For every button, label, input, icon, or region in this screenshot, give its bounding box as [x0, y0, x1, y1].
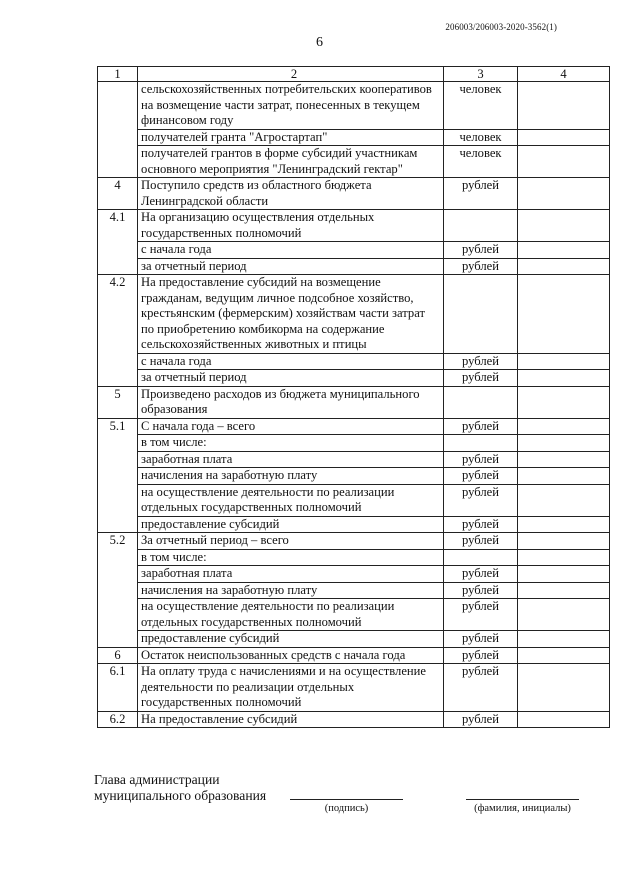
value-cell [518, 275, 610, 354]
indicator-cell: На организацию осуществления отдельных государственных полномочий [138, 210, 444, 242]
value-cell [518, 484, 610, 516]
value-cell [518, 711, 610, 728]
value-cell [518, 82, 610, 130]
document-number: 206003/206003-2020-3562(1) [445, 22, 557, 32]
unit-cell: рублей [444, 631, 518, 648]
unit-cell: рублей [444, 533, 518, 550]
unit-cell: рублей [444, 484, 518, 516]
value-cell [518, 451, 610, 468]
row-number-cell: 5.1 [98, 418, 138, 533]
value-cell [518, 418, 610, 435]
row-number-cell: 5 [98, 386, 138, 418]
unit-cell: рублей [444, 258, 518, 275]
signature-line [290, 799, 403, 800]
value-cell [518, 631, 610, 648]
indicator-cell: предоставление субсидий [138, 631, 444, 648]
table-row [98, 566, 610, 583]
value-cell [518, 468, 610, 485]
name-caption: (фамилия, инициалы) [474, 803, 571, 814]
table-row [98, 178, 610, 210]
value-cell [518, 146, 610, 178]
unit-cell: рублей [444, 566, 518, 583]
table-row [98, 549, 610, 566]
value-cell [518, 435, 610, 452]
table-row [98, 275, 610, 354]
table-row [98, 82, 610, 130]
unit-cell: рублей [444, 599, 518, 631]
value-cell [518, 258, 610, 275]
value-cell [518, 178, 610, 210]
indicator-cell: заработная плата [138, 566, 444, 583]
row-number-cell: 4.2 [98, 275, 138, 387]
unit-cell: рублей [444, 664, 518, 712]
unit-cell [444, 275, 518, 354]
column-header: 1 [98, 67, 138, 82]
column-header: 2 [138, 67, 444, 82]
value-cell [518, 664, 610, 712]
indicator-cell: начисления на заработную плату [138, 582, 444, 599]
unit-cell: рублей [444, 451, 518, 468]
unit-cell: рублей [444, 418, 518, 435]
report-table [97, 66, 610, 728]
table-row [98, 258, 610, 275]
table-row [98, 435, 610, 452]
unit-cell: рублей [444, 242, 518, 259]
indicator-cell: Остаток неиспользованных средств с начала года [138, 647, 444, 664]
value-cell [518, 516, 610, 533]
value-cell [518, 210, 610, 242]
unit-cell: рублей [444, 647, 518, 664]
indicator-cell: получателей грантов в форме субсидий участникам основного мероприятия "Ленинградский гектар" [138, 146, 444, 178]
value-cell [518, 370, 610, 387]
unit-cell: рублей [444, 353, 518, 370]
indicator-cell: в том числе: [138, 435, 444, 452]
table-row [98, 582, 610, 599]
signature-caption: (подпись) [324, 803, 369, 814]
indicator-cell: заработная плата [138, 451, 444, 468]
unit-cell: человек [444, 82, 518, 130]
unit-cell: рублей [444, 178, 518, 210]
indicator-cell: за отчетный период [138, 370, 444, 387]
indicator-cell: за отчетный период [138, 258, 444, 275]
column-header: 3 [444, 67, 518, 82]
table-row [98, 146, 610, 178]
indicator-cell: На предоставление субсидий [138, 711, 444, 728]
signer-title-line2: муниципального образования [94, 788, 267, 803]
table-row [98, 599, 610, 631]
unit-cell: человек [444, 146, 518, 178]
indicator-cell: в том числе: [138, 549, 444, 566]
indicator-cell: Произведено расходов из бюджета муниципального образования [138, 386, 444, 418]
indicator-cell: на осуществление деятельности по реализации отдельных государственных полномочий [138, 484, 444, 516]
indicator-cell: с начала года [138, 242, 444, 259]
indicator-cell: получателей гранта "Агростартап" [138, 129, 444, 146]
unit-cell [444, 435, 518, 452]
value-cell [518, 353, 610, 370]
indicator-cell: с начала года [138, 353, 444, 370]
indicator-cell: начисления на заработную плату [138, 468, 444, 485]
table-row [98, 647, 610, 664]
row-number-cell: 5.2 [98, 533, 138, 648]
table-row [98, 418, 610, 435]
unit-cell: рублей [444, 711, 518, 728]
row-number-cell: 6 [98, 647, 138, 664]
table-row [98, 242, 610, 259]
signature-block [94, 772, 266, 804]
value-cell [518, 549, 610, 566]
row-number-cell: 6.2 [98, 711, 138, 728]
value-cell [518, 566, 610, 583]
table-row [98, 353, 610, 370]
table-row [98, 664, 610, 712]
indicator-cell: предоставление субсидий [138, 516, 444, 533]
unit-cell: рублей [444, 582, 518, 599]
row-number-cell: 4.1 [98, 210, 138, 275]
value-cell [518, 582, 610, 599]
unit-cell: рублей [444, 516, 518, 533]
indicator-cell: Поступило средств из областного бюджета Ленинградской области [138, 178, 444, 210]
table-row [98, 451, 610, 468]
table-row [98, 533, 610, 550]
unit-cell: человек [444, 129, 518, 146]
table-row [98, 370, 610, 387]
row-number-cell [98, 82, 138, 178]
table-row [98, 210, 610, 242]
value-cell [518, 242, 610, 259]
column-header: 4 [518, 67, 610, 82]
page-number: 6 [316, 35, 323, 50]
unit-cell [444, 210, 518, 242]
table-row [98, 711, 610, 728]
indicator-cell: За отчетный период – всего [138, 533, 444, 550]
value-cell [518, 533, 610, 550]
indicator-cell: сельскохозяйственных потребительских кооперативов на возмещение части затрат, понесенных в текущем финансовом году [138, 82, 444, 130]
name-line [466, 799, 579, 800]
table-header-row [98, 67, 610, 82]
unit-cell: рублей [444, 468, 518, 485]
indicator-cell: На предоставление субсидий на возмещение гражданам, ведущим личное подсобное хозяйство, крестьянским (фермерским) хозяйствам части затрат по приобретению комбикорма на содержание сельскохозяйственных животных и птицы [138, 275, 444, 354]
signer-title-line1: Глава администрации [94, 772, 220, 787]
table-row [98, 386, 610, 418]
row-number-cell: 4 [98, 178, 138, 210]
table-row [98, 631, 610, 648]
value-cell [518, 386, 610, 418]
value-cell [518, 129, 610, 146]
unit-cell: рублей [444, 370, 518, 387]
indicator-cell: С начала года – всего [138, 418, 444, 435]
unit-cell [444, 386, 518, 418]
value-cell [518, 599, 610, 631]
table-row [98, 129, 610, 146]
indicator-cell: На оплату труда с начислениями и на осуществление деятельности по реализации отдельных государственных полномочий [138, 664, 444, 712]
value-cell [518, 647, 610, 664]
row-number-cell: 6.1 [98, 664, 138, 712]
table-row [98, 468, 610, 485]
unit-cell [444, 549, 518, 566]
table-row [98, 484, 610, 516]
indicator-cell: на осуществление деятельности по реализации отдельных государственных полномочий [138, 599, 444, 631]
table-row [98, 516, 610, 533]
